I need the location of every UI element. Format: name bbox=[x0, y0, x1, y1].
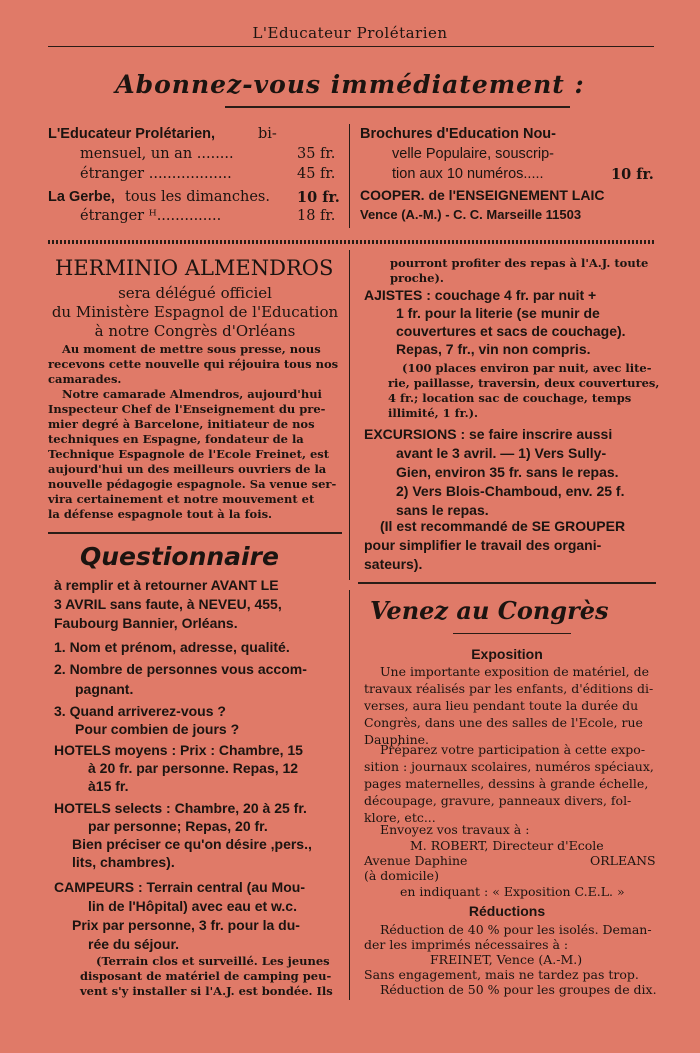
excursions: EXCURSIONS : se faire inscrire aussi bbox=[364, 426, 613, 442]
hotels-moyens: à15 fr. bbox=[88, 778, 129, 794]
herminio-para2: Inspecteur Chef de l'Enseignement du pre- bbox=[48, 402, 326, 416]
herminio-para2: Notre camarade Almendros, aujourd'hui bbox=[62, 387, 322, 401]
exposition-text: Congrès, dans une des salles de l'Ecole, rue bbox=[364, 715, 643, 730]
robert: M. ROBERT, Directeur d'Ecole bbox=[410, 838, 604, 853]
herminio-name: HERMINIO ALMENDROS bbox=[55, 256, 334, 280]
questionnaire-intro: à remplir et à retourner AVANT LE bbox=[54, 577, 279, 593]
excursions: sans le repas. bbox=[396, 502, 489, 518]
ajistes: 1 fr. pour la literie (se munir de bbox=[396, 305, 600, 321]
educateur-label: L'Educateur Prolétarien, bbox=[48, 126, 216, 142]
prepare-text: klore, etc... bbox=[364, 810, 436, 825]
venez-top-rule bbox=[358, 582, 656, 584]
campeurs-note: disposant de matériel de camping peu- bbox=[80, 969, 332, 983]
orleans: ORLEANS bbox=[590, 853, 656, 868]
hotels-moyens: à 20 fr. par personne. Repas, 12 bbox=[88, 760, 299, 776]
exposition-text: verses, aura lieu pendant toute la durée du bbox=[364, 698, 639, 713]
ajistes: AJISTES : couchage 4 fr. par nuit + bbox=[364, 287, 597, 303]
reductions-text: Réduction de 50 % pour les groupes de dix. bbox=[380, 982, 657, 997]
exposition-text: Dauphine. bbox=[364, 732, 429, 747]
prepare-text: découpage, gravure, panneaux divers, fol- bbox=[364, 793, 632, 808]
campeurs: rée du séjour. bbox=[88, 936, 180, 952]
exposition-title: Exposition bbox=[471, 646, 543, 662]
vence-line: Vence (A.-M.) - C. C. Marseille 11503 bbox=[360, 207, 582, 222]
campeurs: CAMPEURS : Terrain central (au Mou- bbox=[54, 879, 305, 895]
grouper: sateurs). bbox=[364, 556, 423, 572]
running-header: L'Educateur Prolétarien bbox=[252, 24, 448, 42]
header-rule bbox=[48, 46, 654, 47]
avenue: Avenue Daphine bbox=[364, 853, 468, 868]
excursions: Gien, environ 35 fr. sans le repas. bbox=[396, 464, 619, 480]
indiquant: en indiquant : « Exposition C.E.L. » bbox=[400, 884, 625, 899]
ajistes: Repas, 7 fr., vin non compris. bbox=[396, 341, 591, 357]
dotted-divider bbox=[48, 240, 654, 244]
ajistes-note: 4 fr.; location sac de couchage, temps bbox=[388, 391, 632, 405]
questionnaire-item: 1. Nom et prénom, adresse, qualité. bbox=[54, 639, 290, 655]
herminio-para1: Au moment de mettre sous presse, nous bbox=[62, 342, 321, 356]
etranger-price: 45 fr. bbox=[297, 166, 336, 182]
herminio-para1: camarades. bbox=[48, 372, 122, 386]
campeurs: lin de l'Hôpital) avec eau et w.c. bbox=[88, 898, 297, 914]
herminio-para2: Technique Espagnole de l'Ecole Freinet, est bbox=[48, 447, 330, 461]
venez-underline bbox=[453, 633, 571, 634]
mensuel-price: 35 fr. bbox=[297, 146, 336, 162]
educateur-rest: bi- bbox=[258, 126, 277, 142]
brochures-line-3: tion aux 10 numéros..... bbox=[392, 166, 544, 182]
herminio-para2: aujourd'hui un des meilleurs ouvriers de la bbox=[48, 462, 327, 476]
ajistes-note: rie, paillasse, traversin, deux couvertures, bbox=[388, 376, 660, 390]
prepare-text: sition : journaux scolaires, numéros spéciaux, bbox=[364, 759, 654, 774]
prepare-text: pages maternelles, dessins à grande échelle, bbox=[364, 776, 649, 791]
herminio-para2: mier degré à Barcelone, initiateur de nos bbox=[48, 417, 315, 431]
hotels-selects: par personne; Repas, 20 fr. bbox=[88, 818, 268, 834]
abonnez-title: Abonnez-vous immédiatement : bbox=[115, 70, 585, 99]
etranger-line: étranger .................. bbox=[80, 166, 232, 182]
center-column-divider bbox=[349, 250, 350, 580]
herminio-para2: vira certainement et notre mouvement et bbox=[48, 492, 315, 506]
center-column-divider-lower bbox=[349, 590, 350, 1000]
exposition-text: Une importante exposition de matériel, de bbox=[380, 664, 650, 679]
questionnaire-intro: 3 AVRIL sans faute, à NEVEU, 455, bbox=[54, 596, 282, 612]
column-divider bbox=[349, 124, 350, 228]
gerbe-etranger: étranger ᴴ.............. bbox=[80, 208, 222, 224]
reductions-text: Réduction de 40 % pour les isolés. Deman- bbox=[380, 922, 652, 937]
abonnez-rule bbox=[225, 106, 570, 108]
brochures-line-2: velle Populaire, souscrip- bbox=[392, 146, 554, 162]
questionnaire-item: 3. Quand arriverez-vous ? bbox=[54, 703, 226, 719]
herminio-para2: nouvelle pédagogie espagnole. Sa venue ser- bbox=[48, 477, 337, 491]
questionnaire-intro: Faubourg Bannier, Orléans. bbox=[54, 615, 238, 631]
gerbe-label: La Gerbe, bbox=[48, 189, 115, 205]
reductions-text: FREINET, Vence (A.-M.) bbox=[430, 952, 583, 967]
reductions-text: der les imprimés nécessaires à : bbox=[364, 937, 569, 952]
reductions-text: Sans engagement, mais ne tardez pas trop. bbox=[364, 967, 639, 982]
questionnaire-item: Pour combien de jours ? bbox=[75, 721, 240, 737]
gerbe-etranger-price: 18 fr. bbox=[297, 208, 336, 224]
brochures-price: 10 fr. bbox=[611, 166, 654, 183]
herminio-line: à notre Congrès d'Orléans bbox=[94, 322, 296, 340]
aj-continued: proche). bbox=[390, 271, 444, 285]
reductions-title: Réductions bbox=[468, 903, 546, 919]
herminio-para2: la défense espagnole tout à la fois. bbox=[48, 507, 273, 521]
campeurs-note: vent s'y installer si l'A.J. est bondée. Ils bbox=[80, 984, 333, 998]
campeurs-note: (Terrain clos et surveillé. Les jeunes bbox=[96, 954, 330, 968]
herminio-para2: techniques en Espagne, fondateur de la bbox=[48, 432, 304, 446]
prepare-text: Préparez votre participation à cette expo- bbox=[380, 742, 646, 757]
envoyez: Envoyez vos travaux à : bbox=[380, 822, 530, 837]
hotels-selects: HOTELS selects : Chambre, 20 à 25 fr. bbox=[54, 800, 307, 816]
campeurs: Prix par personne, 3 fr. pour la du- bbox=[72, 917, 300, 933]
mensuel-line: mensuel, un an ........ bbox=[80, 146, 234, 162]
hotels-selects: Bien préciser ce qu'on désire ,pers., bbox=[72, 836, 312, 852]
hotels-selects: lits, chambres). bbox=[72, 854, 175, 870]
aj-continued: pourront profiter des repas à l'A.J. toute bbox=[390, 256, 649, 270]
questionnaire-top-rule bbox=[48, 532, 342, 534]
domicile: (à domicile) bbox=[364, 868, 439, 883]
grouper: (Il est recommandé de SE GROUPER bbox=[380, 518, 626, 534]
gerbe-price: 10 fr. bbox=[297, 189, 340, 206]
ajistes-note: illimité, 1 fr.). bbox=[388, 406, 479, 420]
excursions: avant le 3 avril. — 1) Vers Sully- bbox=[396, 445, 607, 461]
cooper-line: COOPER. de l'ENSEIGNEMENT LAIC bbox=[360, 187, 605, 203]
questionnaire-title: Questionnaire bbox=[80, 542, 279, 571]
ajistes-note: (100 places environ par nuit, avec lite- bbox=[402, 361, 652, 375]
venez-title: Venez au Congrès bbox=[370, 596, 609, 625]
exposition-text: travaux réalisés par les enfants, d'éditions di- bbox=[364, 681, 654, 696]
herminio-line: du Ministère Espagnol de l'Education bbox=[51, 303, 339, 321]
hotels-moyens: HOTELS moyens : Prix : Chambre, 15 bbox=[54, 742, 303, 758]
grouper: pour simplifier le travail des organi- bbox=[364, 537, 602, 553]
herminio-para1: recevons cette nouvelle qui réjouira tous nos bbox=[48, 357, 339, 371]
herminio-line: sera délégué officiel bbox=[118, 284, 272, 302]
brochures-line-1: Brochures d'Education Nou- bbox=[360, 126, 556, 142]
excursions: 2) Vers Blois-Chamboud, env. 25 f. bbox=[396, 483, 625, 499]
questionnaire-item: pagnant. bbox=[75, 681, 134, 697]
ajistes: couvertures et sacs de couchage). bbox=[396, 323, 626, 339]
gerbe-rest: tous les dimanches. bbox=[125, 189, 270, 205]
questionnaire-item: 2. Nombre de personnes vous accom- bbox=[54, 661, 307, 677]
